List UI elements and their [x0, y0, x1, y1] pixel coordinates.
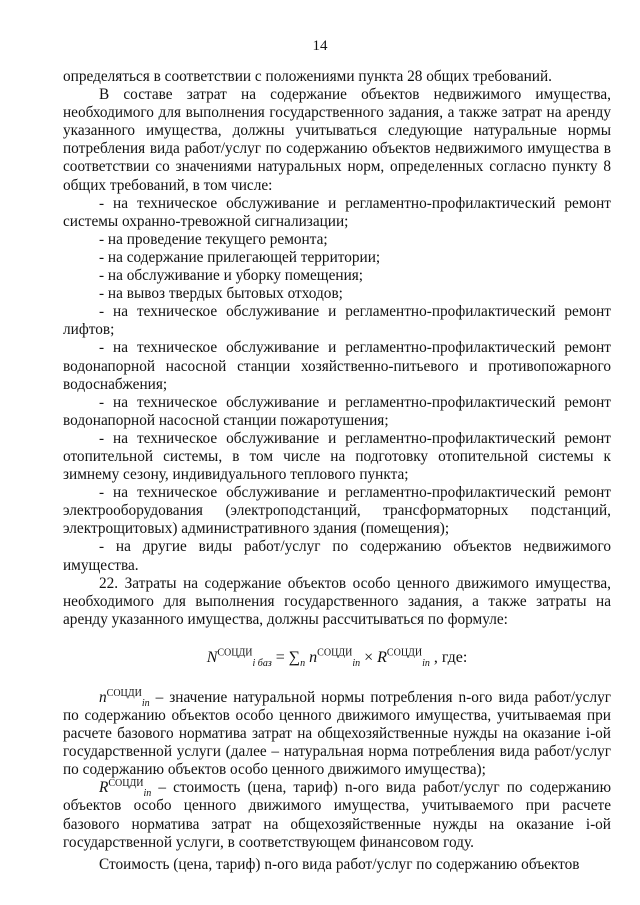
- formula-r-symbol: R: [377, 648, 387, 666]
- list-item: - на техническое обслуживание и регламентно-профилактический ремонт водонапорной насосной станции пожаротушения;: [63, 393, 611, 429]
- list-item: - на техническое обслуживание и регламентно-профилактический ремонт системы охранно-тревожной сигнализации;: [63, 194, 611, 230]
- list-item: - на техническое обслуживание и регламентно-профилактический ремонт отопительной системы, в том числе на подготовку отопительной системы к зимнему сезону, индивидуального теплового пункта;: [63, 429, 611, 484]
- def-n-sup: СОЦДИ: [106, 687, 142, 699]
- formula-r-sub: in: [422, 658, 430, 670]
- formula-lhs-sub: i баз: [252, 658, 272, 670]
- def-n-text: – значение натуральной нормы потребления n-ого вида работ/услуг по содержанию объектов особо ценного движимого имущества, учитываемая при расчете базового норматива затрат на общехозяйственные нужды на оказание i-ой государственной услуги (далее – натуральная норма потребления вида работ/услуг по содержанию объектов особо ценного движимого имущества);: [63, 688, 612, 779]
- list-item: - на техническое обслуживание и регламентно-профилактический ремонт лифтов;: [63, 303, 611, 339]
- def-r-sub: in: [143, 788, 152, 800]
- list-item: - на другие виды работ/услуг по содержанию объектов недвижимого имущества.: [63, 538, 611, 574]
- formula: [63, 647, 611, 669]
- last-paragraph: Стоимость (цена, тариф) n-ого вида работ/услуг по содержанию объектов: [99, 855, 580, 873]
- formula-times: ×: [364, 648, 374, 666]
- definition-n: [63, 689, 611, 779]
- list-item: - на проведение текущего ремонта;: [99, 230, 328, 248]
- formula-sum-sub: n: [300, 658, 306, 670]
- page-number: 14: [312, 38, 328, 54]
- formula-n-sup: СОЦДИ: [317, 647, 353, 659]
- formula-equals: =: [275, 648, 285, 666]
- document-body: [63, 68, 611, 874]
- def-r-symbol: R: [99, 779, 109, 797]
- intro-line: определяться в соответствии с положениями пункта 28 общих требований.: [63, 68, 552, 85]
- paragraph-22: 22. Затраты на содержание объектов особо ценного движимого имущества, необходимого для выполнения государственного задания, а также затраты на аренду указанного имущества, должны рассчитываться по формуле:: [63, 574, 611, 628]
- formula-lhs-symbol: N: [206, 648, 218, 666]
- list-item: - на обслуживание и уборку помещения;: [99, 267, 364, 285]
- list-item: - на содержание прилегающей территории;: [99, 248, 381, 266]
- def-r-text: – стоимость (цена, тариф) n-ого вида работ/услуг по содержанию объектов особо ценного движимого имущества, учитываемого при расчете базового норматива затрат на общехозяйственные нужды на оказание i-ой государственной услуги, в соответствующем финансовом году.: [63, 779, 611, 851]
- bullet-list: [63, 195, 611, 575]
- definition-r: [63, 779, 611, 851]
- formula-tail: , где:: [433, 648, 468, 666]
- def-n-sub: in: [141, 697, 150, 709]
- formula-r-sup: СОЦДИ: [386, 647, 423, 659]
- formula-n-sub: in: [352, 658, 361, 670]
- formula-lhs-sup: СОЦДИ: [217, 647, 253, 659]
- list-item: - на техническое обслуживание и регламентно-профилактический ремонт водонапорной насосной станции хозяйственно-питьевого и противопожарного водоснабжения;: [63, 339, 611, 393]
- list-item: - на техническое обслуживание и регламентно-профилактический ремонт электрооборудования (электроподстанций, трансформаторных подстанций, электрощитовых) административного здания (помещения);: [63, 484, 611, 538]
- formula-n-symbol: n: [309, 648, 318, 666]
- paragraph-main: В составе затрат на содержание объектов недвижимого имущества, необходимого для выполнения государственного задания, а также затрат на аренду указанного имущества, должны учитываться следующие натуральные нормы потребления вида работ/услуг по содержанию объектов недвижимого имущества в соответствии со значениями натуральных норм, определенных согласно пункту 8 общих требований, в том числе:: [63, 86, 611, 194]
- list-item: - на вывоз твердых бытовых отходов;: [99, 285, 343, 303]
- def-n-symbol: n: [99, 688, 107, 706]
- def-r-sup: СОЦДИ: [108, 778, 144, 790]
- formula-sum: ∑: [288, 648, 301, 666]
